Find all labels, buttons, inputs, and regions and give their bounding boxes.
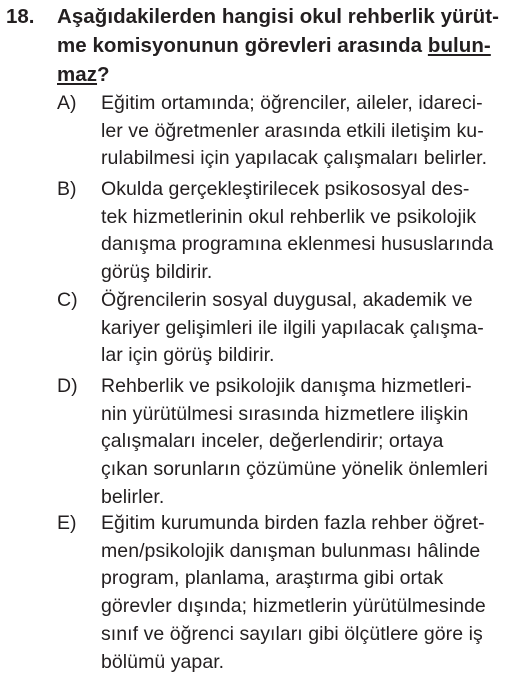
option-text [101,373,506,512]
option-line: görüş bildirir. [101,261,213,284]
question-stem [57,2,501,89]
question-number: 18. [6,5,35,28]
option-line: rulabilmesi için yapılacak çalışmaları belirler. [101,147,488,170]
option-line: görevler dışında; hizmetlerin yürütülmesinde [101,595,486,618]
option-letter: D) [57,375,78,397]
option-line: bölümü yapar. [101,650,225,673]
option-letter: A) [57,92,77,114]
option-line: nin yürütülmesi sırasında hizmetlere ilişkin [101,402,469,425]
option-text [101,176,506,287]
option-line: çıkan sorunların çözümüne yönelik önlemleri [101,458,488,481]
option-line: tek hizmetlerinin okul rehberlik ve psikolojik [101,205,477,228]
option-line: men/psikolojik danışman bulunması hâlinde [101,539,481,562]
option-letter: C) [57,289,78,311]
option-line: sınıf ve öğrenci sayıları gibi ölçütlere göre iş [101,622,483,645]
option-line: ler ve öğretmenler arasında etkili iletişim ku- [101,119,484,142]
stem-emphasis: bulun- [427,34,491,57]
option-line: kariyer gelişimleri ile ilgili yapılacak çalışma- [101,316,484,339]
option-line: lar için görüş bildirir. [101,344,275,367]
stem-emphasis: maz [57,63,98,86]
option-line: çalışmaları inceler, değerlendirir; ortaya [101,430,444,453]
option-line: Rehberlik ve psikolojik danışma hizmetleri- [101,375,472,397]
stem-line: maz? [57,63,110,86]
option-line: danışma programına eklenmesi hususlarında [101,233,494,256]
option-line: Öğrencilerin sosyal duygusal, akademik ve [101,289,473,311]
stem-line: Aşağıdakilerden hangisi okul rehberlik yürüt- [57,5,499,28]
option-text [101,90,506,173]
option-line: Okulda gerçekleştirilecek psikososyal des- [101,178,470,200]
stem-line: me komisyonunun görevleri arasında bulun- [57,34,491,57]
option-text [101,510,506,676]
option-text [101,287,506,370]
option-letter: E) [57,512,77,534]
option-letter: B) [57,178,77,200]
option-line: Eğitim kurumunda birden fazla rehber öğret- [101,512,485,534]
option-line: belirler. [101,485,165,508]
option-line: program, planlama, araştırma gibi ortak [101,567,444,590]
option-line: Eğitim ortamında; öğrenciler, aileler, idareci- [101,92,483,114]
